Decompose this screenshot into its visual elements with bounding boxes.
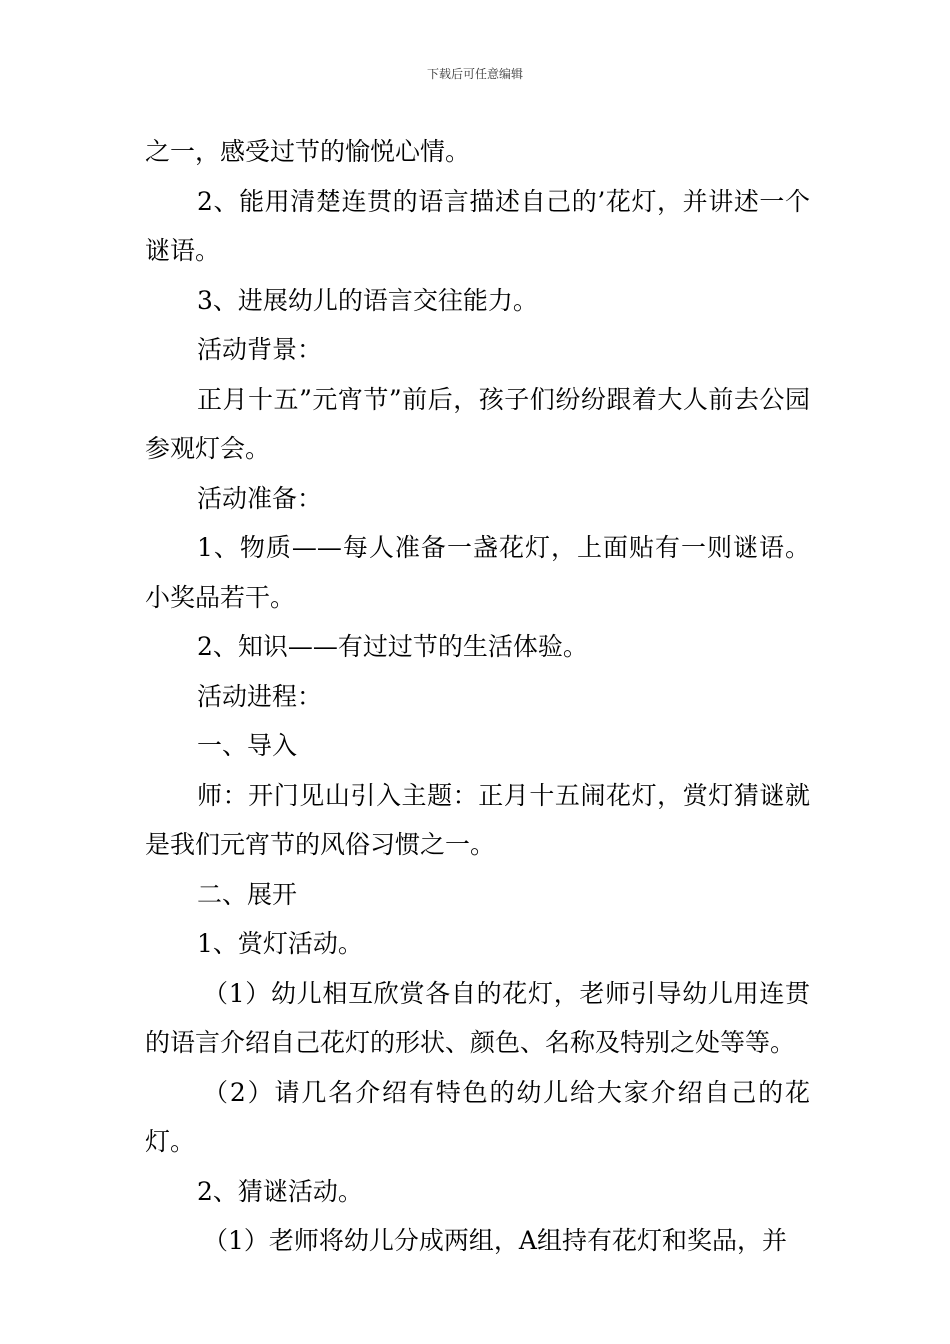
document-body: [145, 127, 810, 1266]
paragraph: 师：开门见山引入主题：正月十五闹花灯，赏灯猜谜就是我们元宵节的风俗习惯之一。: [145, 780, 810, 859]
paragraph: 3、进展幼儿的语言交往能力。: [197, 285, 538, 315]
section-heading: 一、导入: [197, 731, 298, 760]
paragraph: 2、知识——有过过节的生活体验。: [197, 632, 588, 661]
paragraph: 1、赏灯活动。: [197, 929, 363, 958]
paragraph: 之一，感受过节的愉悦心情。: [145, 137, 471, 166]
paragraph: 2、猜谜活动。: [197, 1176, 363, 1206]
section-heading: 活动进程：: [197, 681, 323, 711]
page-header-note: 下载后可任意编辑: [426, 67, 523, 81]
paragraph: 2、能用清楚连贯的语言描述自己的’花灯，并讲述一个谜语。: [145, 186, 810, 265]
paragraph: 正月十五”元宵节”前后，孩子们纷纷跟着大人前去公园参观灯会。: [145, 384, 810, 463]
paragraph: （1）幼儿相互欣赏各自的花灯，老师引导幼儿用连贯的语言介绍自己花灯的形状、颜色、名称及特别之处等等。: [145, 978, 810, 1057]
paragraph: （1）老师将幼儿分成两组，A组持有花灯和奖品，并: [203, 1226, 787, 1255]
section-heading: 活动背景：: [197, 335, 323, 364]
paragraph: （2）请几名介绍有特色的幼儿给大家介绍自己的花灯。: [145, 1077, 810, 1156]
section-heading: 活动准备：: [197, 483, 323, 513]
paragraph: 1、物质——每人准备一盏花灯，上面贴有一则谜语。小奖品若干。: [145, 533, 810, 612]
section-heading: 二、展开: [197, 879, 298, 909]
